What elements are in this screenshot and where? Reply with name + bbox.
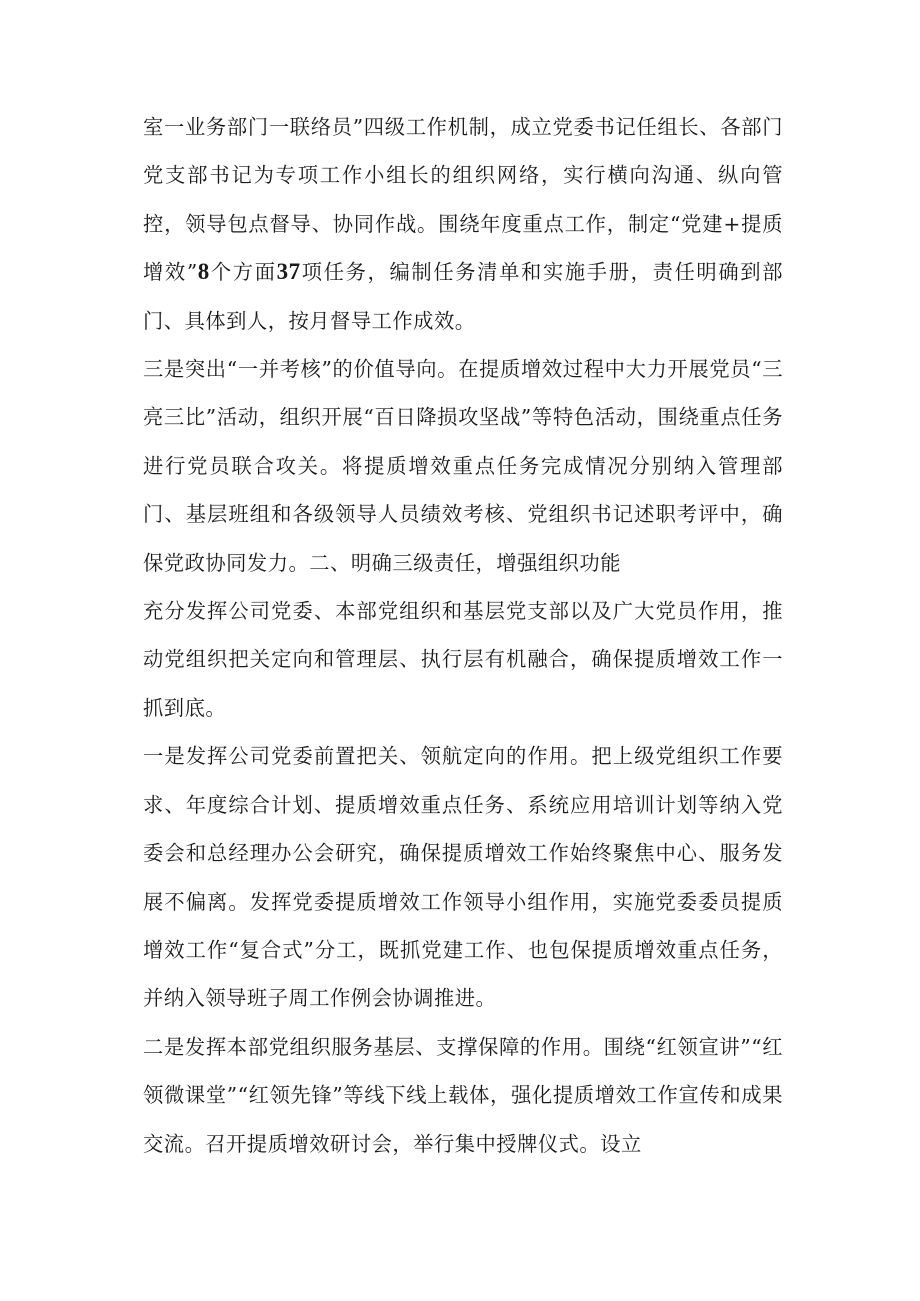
document-body [143,103,783,1168]
paragraph-4 [143,732,783,1022]
paragraph-3-text: 充分发挥公司党委、本部党组织和基层党支部以及广大党员作用，推动党组织把关定向和管理层、执行层有机融合，确保提质增效工作一抓到底。 [143,599,783,720]
paragraph-3 [143,587,783,732]
task-count-aspects: 8 [197,259,210,285]
paragraph-1 [143,103,783,345]
paragraph-1-text-b: 个方面 [209,260,277,285]
paragraph-5 [143,1023,783,1168]
task-count-items: 37 [276,259,301,285]
paragraph-2 [143,345,783,587]
paragraph-5-text: 二是发挥本部党组织服务基层、支撑保障的作用。围绕“红领宣讲”“红领微课堂”“红领先锋”等线下线上载体，强化提质增效工作宣传和成果交流。召开提质增效研讨会，举行集中授牌仪式。设立 [143,1034,783,1156]
paragraph-1-text-c: 项任务，编制任务清单和实施手册，责任明确到部门、具体到人，按月督导工作成效。 [143,260,783,333]
paragraph-4-text: 一是发挥公司党委前置把关、领航定向的作用。把上级党组织工作要求、年度综合计划、提质增效重点任务、系统应用培训计划等纳入党委会和总经理办公会研究，确保提质增效工作始终聚焦中心、服务发展不偏离。发挥党委提质增效工作领导小组作用，实施党委委员提质增效工作“复合式”分工，既抓党建工作、也包保提质增效重点任务，并纳入领导班子周工作例会协调推进。 [143,744,783,1011]
paragraph-1-text-a: 室一业务部门一联络员”四级工作机制，成立党委书记任组长、各部门党支部书记为专项工作小组长的组织网络，实行横向沟通、纵向管控，领导包点督导、协同作战。围绕年度重点工作，制定“党建+提质增效” [143,115,783,285]
paragraph-2-text: 三是突出“一并考核”的价值导向。在提质增效过程中大力开展党员“三亮三比”活动，组织开展“百日降损攻坚战”等特色活动，围绕重点任务进行党员联合攻关。将提质增效重点任务完成情况分别纳入管理部门、基层班组和各级领导人员绩效考核、党组织书记述职考评中，确保党政协同发力。二、明确三级责任，增强组织功能 [143,357,783,575]
